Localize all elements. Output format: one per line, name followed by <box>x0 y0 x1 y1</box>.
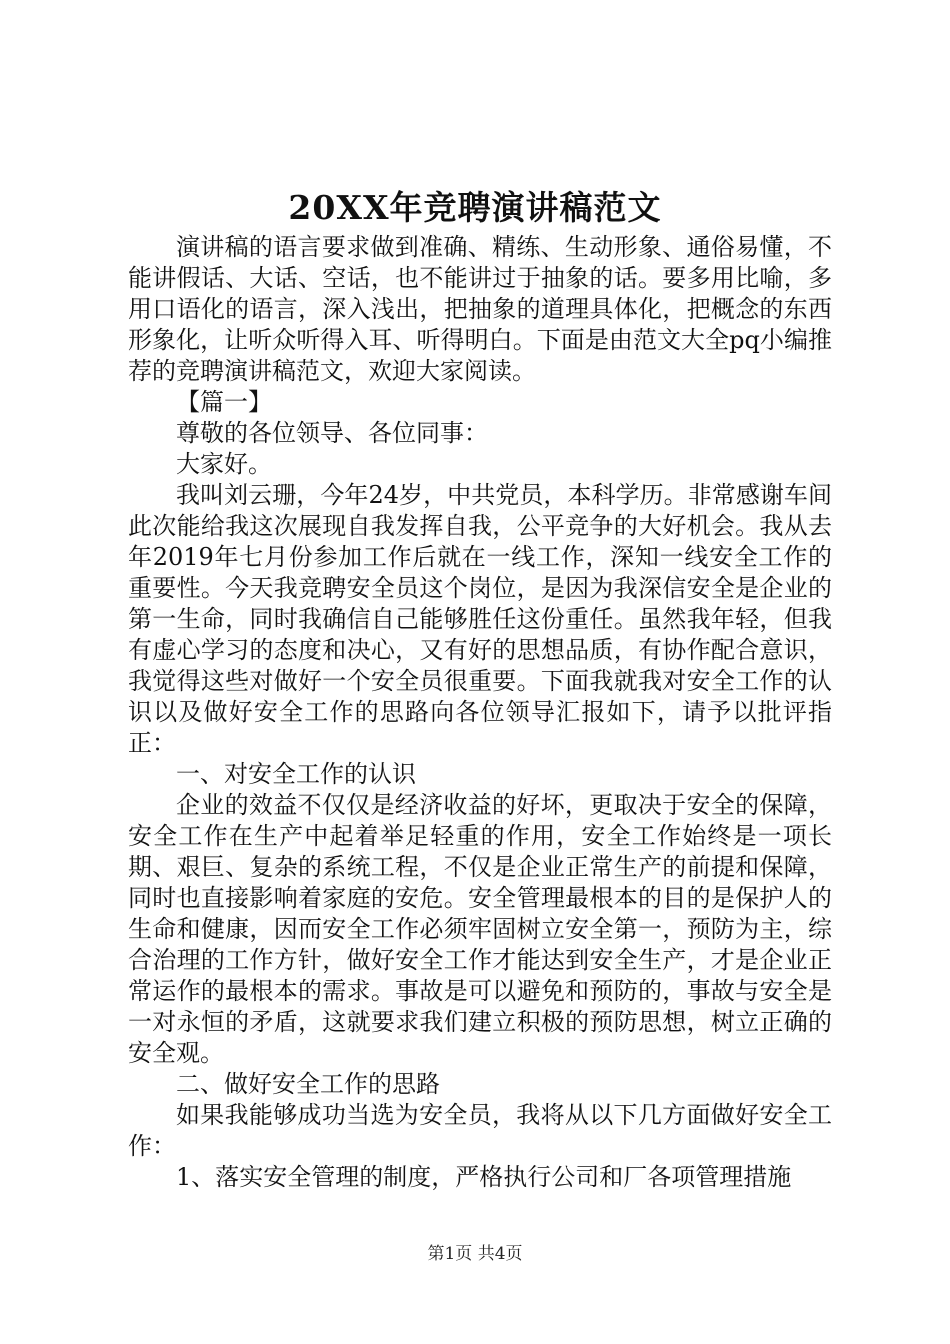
section-label: 【篇一】 <box>176 388 272 416</box>
self-introduction-paragraph: 我叫刘云珊，今年24岁，中共党员，本科学历。非常感谢车间此次能给我这次展现自我发挥自我，公平竞争的大好机会。我从去年2019年七月份参加工作后就在一线工作，深知一线安全工作的重要性。今天我竞聘安全员这个岗位，是因为我深信安全是企业的第一生命，同时我确信自己能够胜任这份重任。虽然我年轻，但我有虚心学习的态度和决心，又有好的思想品质，有协作配合意识，我觉得这些对做好一个安全员很重要。下面我就我对安全工作的认识以及做好安全工作的思路向各位领导汇报如下，请予以批评指正： <box>128 481 832 757</box>
greeting: 大家好。 <box>176 450 272 478</box>
salutation: 尊敬的各位领导、各位同事： <box>176 419 488 447</box>
document-body <box>128 232 832 1193</box>
page-footer: 第1页 共4页 <box>427 1244 523 1264</box>
intro-paragraph: 演讲稿的语言要求做到准确、精练、生动形象、通俗易懂，不能讲假话、大话、空话，也不能讲过于抽象的话。要多用比喻，多用口语化的语言，深入浅出，把抽象的道理具体化，把概念的东西形象化，让听众听得入耳、听得明白。下面是由范文大全pq小编推荐的竞聘演讲稿范文，欢迎大家阅读。 <box>128 233 832 385</box>
section-heading-1: 一、对安全工作的认识 <box>176 760 416 788</box>
plan-item-1: 1、落实安全管理的制度，严格执行公司和厂各项管理措施 <box>176 1163 792 1191</box>
section-heading-2: 二、做好安全工作的思路 <box>176 1070 440 1098</box>
safety-awareness-paragraph: 企业的效益不仅仅是经济收益的好坏，更取决于安全的保障，安全工作在生产中起着举足轻重的作用，安全工作始终是一项长期、艰巨、复杂的系统工程，不仅是企业正常生产的前提和保障，同时也直接影响着家庭的安危。安全管理最根本的目的是保护人的生命和健康，因而安全工作必须牢固树立安全第一，预防为主，综合治理的工作方针，做好安全工作才能达到安全生产，才是企业正常运作的最根本的需求。事故是可以避免和预防的，事故与安全是一对永恒的矛盾，这就要求我们建立积极的预防思想，树立正确的安全观。 <box>128 791 832 1067</box>
document-title: 20XX年竞聘演讲稿范文 <box>288 188 662 227</box>
plan-intro-paragraph: 如果我能够成功当选为安全员，我将从以下几方面做好安全工作： <box>128 1101 832 1160</box>
